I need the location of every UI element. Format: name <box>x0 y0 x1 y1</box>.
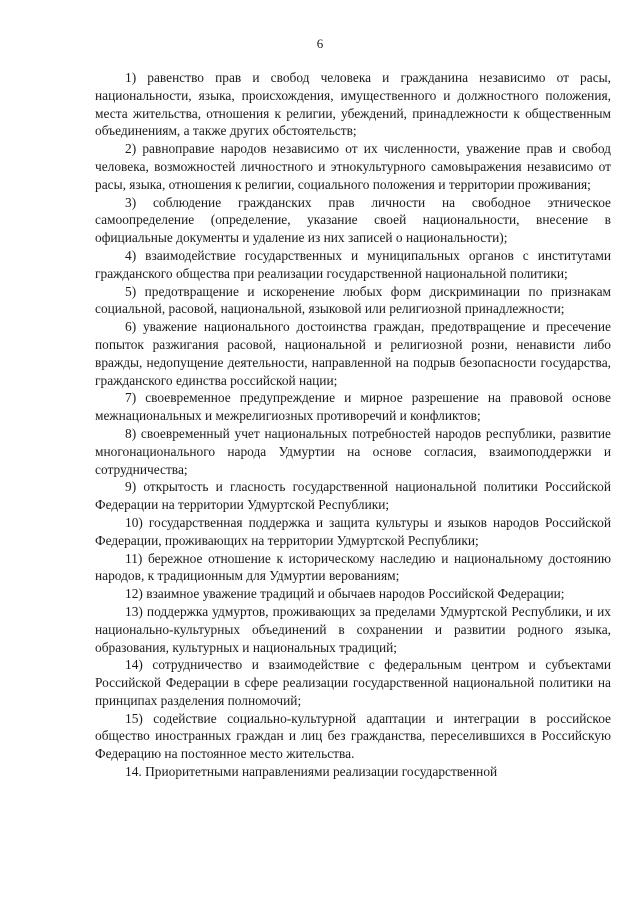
paragraph-item-5: 5) предотвращение и искоренение любых форм дискриминации по признакам социальной, расовой, национальной, языковой или религиозной принадлежности; <box>95 283 611 317</box>
paragraph-item-7: 7) своевременное предупреждение и мирное разрешение на правовой основе межнациональных и межрелигиозных противоречий и конфликтов; <box>95 390 611 424</box>
page-number: 6 <box>316 36 324 51</box>
paragraph-item-15: 15) содействие социально-культурной адаптации и интеграции в российское общество иностранных граждан и лиц без гражданства, переселившихся в Российскую Федерацию на постоянное место жительства. <box>95 710 611 762</box>
section-14-heading: 14. Приоритетными направлениями реализации государственной <box>125 764 498 780</box>
paragraph-item-13: 13) поддержка удмуртов, проживающих за пределами Удмуртской Республики, и их национально-культурных объединений в сохранении и развитии родного языка, образования, культурных и национальных традиций; <box>95 603 611 655</box>
paragraph-item-4: 4) взаимодействие государственных и муниципальных органов с институтами гражданского общества при реализации государственной национальной политики; <box>95 247 611 281</box>
paragraph-item-14: 14) сотрудничество и взаимодействие с федеральным центром и субъектами Российской Федерации в сфере реализации государственной национальной политики на принципах разделения полномочий; <box>95 657 611 708</box>
document-body <box>95 69 611 781</box>
paragraph-item-3: 3) соблюдение гражданских прав личности на свободное этническое самоопределение (определение, указание своей национальности, внесение в официальные документы и удаление из них записей о национальности); <box>95 194 611 246</box>
paragraph-item-8: 8) своевременный учет национальных потребностей народов республики, развитие многонационального народа Удмуртии на основе согласия, взаимоподдержки и сотрудничества; <box>95 425 611 477</box>
paragraph-item-11: 11) бережное отношение к историческому наследию и национальному достоянию народов, к традиционным для Удмуртии верованиям; <box>95 550 611 584</box>
paragraph-item-10: 10) государственная поддержка и защита культуры и языков народов Российской Федерации, проживающих на территории Удмуртской Республики; <box>95 514 611 548</box>
paragraph-item-2: 2) равноправие народов независимо от их численности, уважение прав и свобод человека, возможностей личностного и этнокультурного самовыражения независимо от расы, языка, отношения к религии, социального положения и территории проживания; <box>95 141 611 192</box>
paragraph-item-6: 6) уважение национального достоинства граждан, предотвращение и пресечение попыток разжигания расовой, национальной и религиозной розни, ненависти либо вражды, недопущение деятельности, направленной на подрыв безопасности государства, гражданского единства российской нации; <box>95 319 611 388</box>
paragraph-item-1: 1) равенство прав и свобод человека и гражданина независимо от расы, национальности, языка, происхождения, имущественного и должностного положения, места жительства, отношения к религии, убеждений, принадлежности к общественным объединениям, а также других обстоятельств; <box>95 70 611 139</box>
paragraph-item-12: 12) взаимное уважение традиций и обычаев народов Российской Федерации; <box>125 586 565 602</box>
paragraph-item-9: 9) открытость и гласность государственной национальной политики Российской Федерации на территории Удмуртской Республики; <box>95 479 611 513</box>
